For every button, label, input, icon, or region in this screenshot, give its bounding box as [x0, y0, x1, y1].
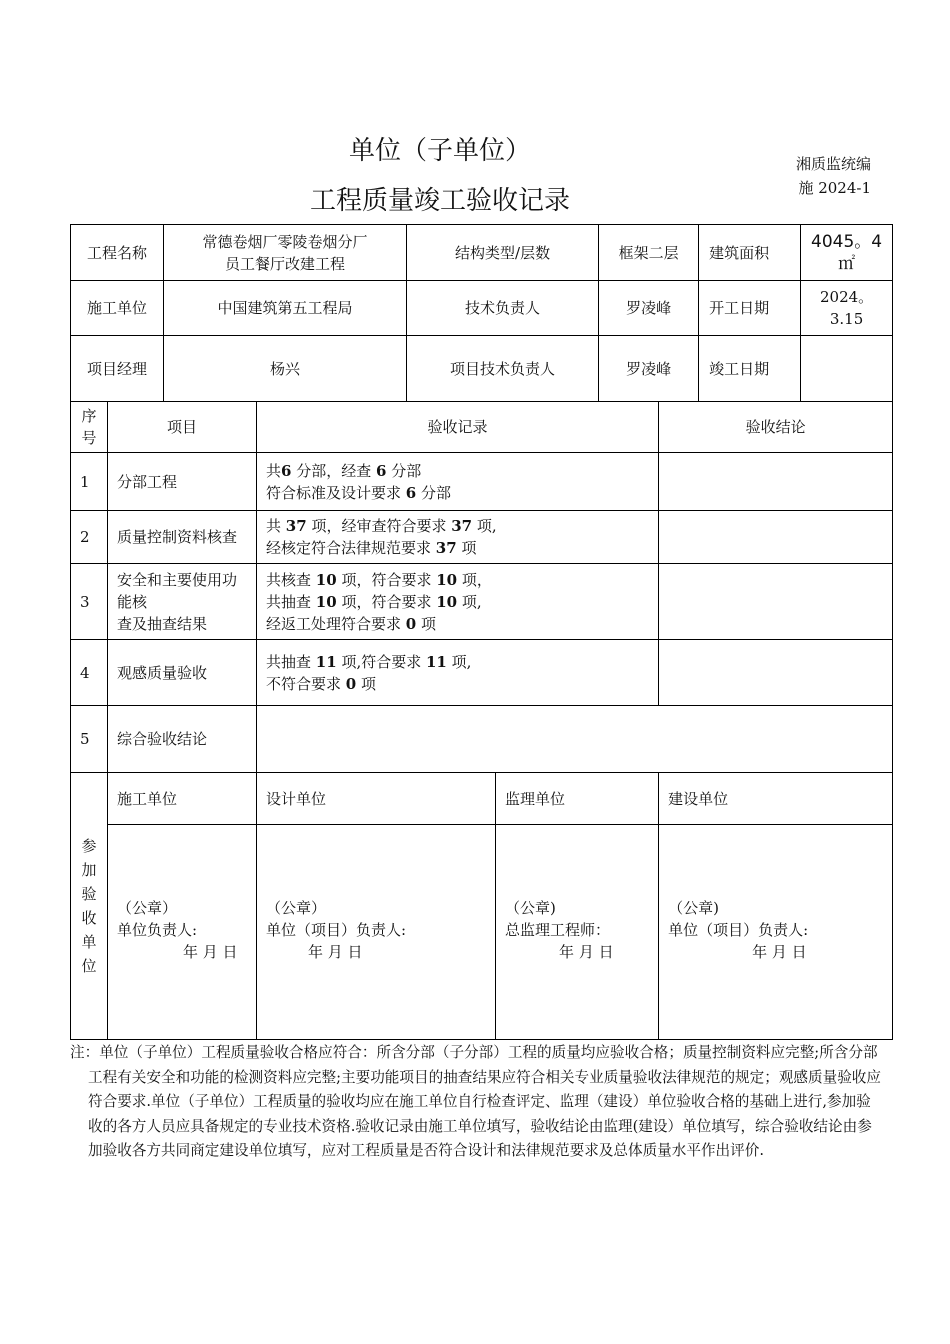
finish-date-value — [801, 336, 893, 402]
record-text: 项，符合要求 — [336, 570, 437, 589]
row-item — [108, 564, 257, 640]
record-count: 10 — [436, 570, 458, 589]
record-line — [266, 613, 649, 635]
official-seal-label: （公章) — [505, 899, 556, 917]
signer-label: 单位（项目）负责人: — [266, 921, 407, 939]
info-row-1 — [71, 225, 893, 281]
row-conclusion — [659, 511, 893, 564]
record-text: 共 — [266, 517, 286, 535]
table-row — [71, 564, 893, 640]
parties-label-char: 位 — [81, 957, 97, 975]
record-text: 项 — [456, 539, 477, 557]
sign-date: 年 月 日 — [308, 943, 363, 961]
row-record — [257, 453, 659, 511]
record-text: 共 — [266, 461, 282, 480]
finish-date-label: 竣工日期 — [699, 336, 801, 402]
record-count: 11 — [315, 652, 337, 671]
record-line — [266, 591, 649, 613]
official-seal-label: （公章） — [266, 899, 327, 917]
record-count: 11 — [425, 652, 447, 671]
seq-header-line-2: 号 — [81, 429, 97, 447]
table-row — [71, 511, 893, 564]
signer-label: 总监理工程师： — [505, 921, 611, 939]
signer-label: 单位负责人: — [117, 921, 198, 939]
record-text: 项, — [472, 517, 497, 535]
supervisor-party-name: 监理单位 — [496, 773, 659, 825]
row-conclusion — [659, 453, 893, 511]
parties-label — [71, 773, 108, 1040]
record-line — [266, 515, 649, 537]
official-seal-label: （公章） — [117, 899, 178, 917]
row-item: 观感质量验收 — [108, 640, 257, 706]
row-item-line-2: 查及抽查结果 — [117, 614, 208, 633]
project-tech-lead-label: 项目技术负责人 — [407, 336, 599, 402]
record-text: 不符合要求 — [266, 674, 346, 693]
title-line-2: 工程质量竣工验收记录 — [309, 186, 570, 216]
record-count: 6 — [281, 461, 292, 480]
record-count: 0 — [405, 614, 417, 633]
parties-label-char: 单 — [81, 933, 97, 951]
tech-lead-value: 罗凌峰 — [599, 281, 699, 336]
table-row — [71, 453, 893, 511]
parties-label-char: 参 — [81, 837, 97, 855]
row-item: 质量控制资料核查 — [108, 511, 257, 564]
record-text: 分部 — [416, 483, 452, 502]
manager-label: 项目经理 — [71, 336, 164, 402]
overall-conclusion-value — [257, 706, 893, 773]
start-date-label: 开工日期 — [699, 281, 801, 336]
row-seq: 2 — [71, 511, 108, 564]
record-line — [266, 673, 649, 695]
conclusion-header: 验收结论 — [659, 402, 893, 453]
row-record — [257, 564, 659, 640]
manager-value: 杨兴 — [164, 336, 407, 402]
supervisor-sign-cell — [496, 825, 659, 1040]
parties-label-char: 加 — [81, 861, 97, 879]
record-text: 共核查 — [266, 570, 316, 589]
sign-date: 年 月 日 — [183, 943, 238, 961]
form-code-line-2: 施 2024-1 — [798, 179, 871, 197]
row-record — [257, 511, 659, 564]
form-code — [796, 152, 871, 200]
record-line — [266, 651, 649, 673]
record-count: 10 — [315, 592, 337, 611]
structure-label: 结构类型/层数 — [407, 225, 599, 281]
row-item: 分部工程 — [108, 453, 257, 511]
info-row-2 — [71, 281, 893, 336]
tech-lead-label: 技术负责人 — [407, 281, 599, 336]
row-record — [257, 640, 659, 706]
record-text: 项 — [356, 674, 377, 693]
sign-date: 年 月 日 — [559, 943, 614, 961]
record-text: 项，符合要求 — [336, 592, 437, 611]
parties-header-row — [71, 773, 893, 825]
record-count: 6 — [376, 461, 387, 480]
record-text: 符合标准及设计要求 — [266, 483, 406, 502]
contractor-value: 中国建筑第五工程局 — [164, 281, 407, 336]
record-count: 0 — [345, 674, 357, 693]
record-text: 项， — [457, 570, 492, 589]
project-name-value — [164, 225, 407, 281]
record-line — [266, 569, 649, 591]
project-name-line-1: 常德卷烟厂零陵卷烟分厂 — [202, 232, 368, 251]
project-name-label: 工程名称 — [71, 225, 164, 281]
record-text: 共抽查 — [266, 652, 316, 671]
record-text: 经返工处理符合要求 — [266, 614, 406, 633]
record-line — [266, 460, 649, 482]
table-row — [71, 640, 893, 706]
table-row — [71, 706, 893, 773]
row-conclusion — [659, 640, 893, 706]
sign-date: 年 月 日 — [752, 943, 807, 961]
row-seq: 5 — [71, 706, 108, 773]
record-line — [266, 537, 649, 559]
row-item: 综合验收结论 — [108, 706, 257, 773]
record-count: 10 — [315, 570, 337, 589]
column-header-row — [71, 402, 893, 453]
info-row-3 — [71, 336, 893, 402]
row-item-line-1: 安全和主要使用功能核 — [117, 570, 238, 611]
record-text: 项, — [457, 592, 482, 611]
record-count: 37 — [451, 517, 473, 535]
seq-header-line-1: 序 — [81, 407, 97, 425]
record-line — [266, 482, 649, 504]
record-text: 共抽查 — [266, 592, 316, 611]
record-text: 项, — [446, 652, 472, 671]
seq-header — [71, 402, 108, 453]
row-seq: 4 — [71, 640, 108, 706]
contractor-label: 施工单位 — [71, 281, 164, 336]
parties-label-char: 收 — [81, 909, 97, 927]
owner-party-name: 建设单位 — [659, 773, 893, 825]
row-conclusion — [659, 564, 893, 640]
contractor-sign-cell — [108, 825, 257, 1040]
owner-sign-cell — [659, 825, 893, 1040]
area-label: 建筑面积 — [699, 225, 801, 281]
record-text: 项，经审查符合要求 — [306, 517, 452, 535]
record-text: 分部，经查 — [291, 461, 377, 480]
record-count: 6 — [405, 483, 417, 502]
item-header: 项目 — [108, 402, 257, 453]
contractor-party-name: 施工单位 — [108, 773, 257, 825]
record-text: 分部 — [386, 461, 422, 480]
area-value: 4045。4 ㎡ — [801, 225, 893, 281]
official-seal-label: （公章) — [668, 899, 719, 917]
acceptance-table — [70, 224, 893, 1040]
title-line-1: 单位（子单位） — [348, 136, 531, 166]
footnote: 注：单位（子单位）工程质量验收合格应符合：所含分部（子分部）工程的质量均应验收合格；质量控制资料应完整;所含分部工程有关安全和功能的检测资料应完整;主要功能项目的抽查结果应符合相关专业质量验收法律规范的规定；观感质量验收应符合要求.单位（子单位）工程质量的验收均应在施工单位自行检查评定、监理（建设）单位验收合格的基础上进行,参加验收的各方人员应具备规定的专业技术资格.验收记录由施工单位填写，验收结论由监理(建设）单位填写，综合验收结论由参加验收各方共同商定建设单位填写，应对工程质量是否符合设计和法律规范要求及总体质量水平作出评价. — [70, 1044, 881, 1159]
structure-value: 框架二层 — [599, 225, 699, 281]
project-name-line-2: 员工餐厅改建工程 — [225, 254, 346, 273]
record-text: 经核定符合法律规范要求 — [266, 539, 436, 557]
designer-party-name: 设计单位 — [257, 773, 496, 825]
project-tech-lead-value: 罗凌峰 — [599, 336, 699, 402]
row-seq: 3 — [71, 564, 108, 640]
designer-sign-cell — [257, 825, 496, 1040]
record-text: 项,符合要求 — [336, 652, 426, 671]
record-text: 项 — [416, 614, 437, 633]
record-header: 验收记录 — [257, 402, 659, 453]
signer-label: 单位（项目）负责人: — [668, 921, 809, 939]
row-seq: 1 — [71, 453, 108, 511]
record-count: 37 — [285, 517, 307, 535]
start-date-value: 2024。3.15 — [801, 281, 893, 336]
record-count: 10 — [436, 592, 458, 611]
parties-label-char: 验 — [81, 885, 97, 903]
form-code-line-1: 湘质监统编 — [795, 155, 871, 173]
record-count: 37 — [435, 539, 457, 557]
parties-sign-row — [71, 825, 893, 1040]
